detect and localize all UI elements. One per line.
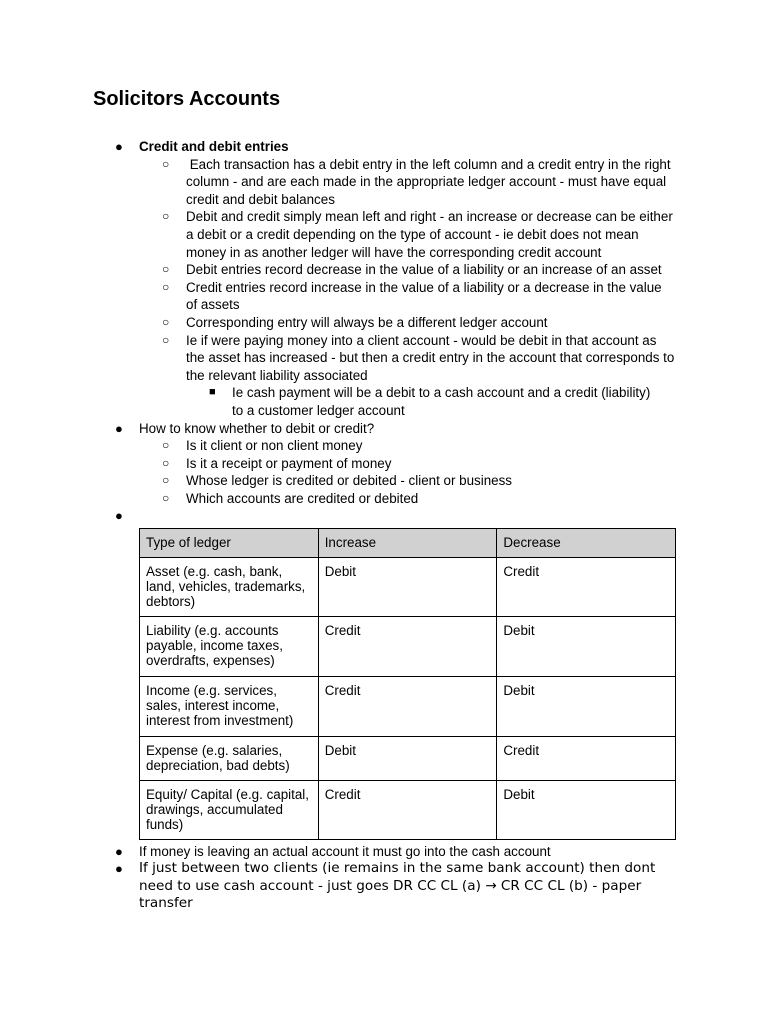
table-cell: Debit [318, 557, 497, 616]
circle-bullet-icon: ○ [162, 490, 170, 505]
table-cell: Liability (e.g. accounts payable, income taxes, overdrafts, expenses) [140, 616, 319, 676]
list-item [0, 314, 676, 332]
list-item [0, 208, 676, 261]
list-item-text: Debit entries record decrease in the value of a liability or an increase of an asset [186, 262, 662, 278]
note-text: If money is leaving an actual account it must go into the cash account [139, 843, 551, 859]
table-header-cell: Type of ledger [140, 529, 319, 557]
circle-bullet-icon: ○ [162, 209, 170, 224]
table-cell: Credit [318, 676, 497, 736]
square-bullet-icon: ■ [209, 386, 216, 399]
table-cell: Credit [497, 736, 676, 780]
list-item-text: Whose ledger is credited or debited - client or business [186, 473, 513, 489]
disc-bullet-icon: ● [115, 861, 123, 877]
list-item [0, 490, 676, 508]
list-item-text: Debit and credit simply mean left and right - an increase or decrease can be either a debit or a credit depending on the type of account - ie debit does not mean money in as another ledger will have the corresponding credit account [186, 209, 673, 260]
table-row [140, 676, 676, 736]
circle-bullet-icon: ○ [162, 455, 170, 470]
disc-bullet-icon: ● [115, 420, 123, 436]
table-header-cell: Increase [318, 529, 497, 557]
table-cell: Debit [497, 676, 676, 736]
table-row [140, 616, 676, 676]
table-cell: Credit [497, 557, 676, 616]
page-title: Solicitors Accounts [93, 88, 281, 110]
circle-bullet-icon: ○ [162, 279, 170, 294]
list-item [0, 279, 676, 314]
list-item [0, 455, 676, 473]
list-item [0, 384, 652, 419]
list-item [0, 472, 676, 490]
list-item-text: Ie cash payment will be a debit to a cash account and a credit (liability) to a customer ledger account [232, 385, 651, 418]
list-item-text: Each transaction has a debit entry in the left column and a credit entry in the right column - and are each made in the appropriate ledger account - must have equal credit and debit balances [186, 156, 675, 207]
table-cell: Credit [318, 780, 497, 839]
list-item [0, 138, 679, 156]
table-header-row [140, 529, 676, 557]
table-row [140, 736, 676, 780]
section-heading-credit-debit: Credit and debit entries [139, 139, 289, 154]
list-item [0, 332, 676, 385]
list-item [0, 507, 679, 525]
circle-bullet-icon: ○ [162, 438, 170, 453]
disc-bullet-icon: ● [115, 508, 123, 524]
table-cell: Debit [497, 616, 676, 676]
list-item-text: Is it client or non client money [186, 438, 363, 454]
table-row [140, 557, 676, 616]
circle-bullet-icon: ○ [162, 262, 170, 277]
section-heading-how-to-know: How to know whether to debit or credit? [139, 420, 375, 436]
disc-bullet-icon: ● [115, 843, 123, 859]
list-item [0, 860, 679, 913]
table-header-cell: Decrease [497, 529, 676, 557]
document-body [0, 138, 768, 913]
disc-bullet-icon: ● [115, 139, 123, 154]
table-row [140, 780, 676, 839]
list-item [0, 156, 676, 209]
list-item-text: Is it a receipt or payment of money [186, 455, 392, 471]
circle-bullet-icon: ○ [162, 314, 170, 329]
ledger-table [139, 528, 676, 839]
list-item-text: Credit entries record increase in the value of a liability or a decrease in the value of assets [186, 279, 662, 313]
list-item [0, 437, 676, 455]
circle-bullet-icon: ○ [162, 156, 170, 171]
circle-bullet-icon: ○ [162, 473, 170, 488]
table-cell: Credit [318, 616, 497, 676]
table-cell: Equity/ Capital (e.g. capital, drawings, accumulated funds) [140, 780, 319, 839]
list-item-text: Which accounts are credited or debited [186, 490, 419, 506]
table-cell: Income (e.g. services, sales, interest income, interest from investment) [140, 676, 319, 736]
circle-bullet-icon: ○ [162, 332, 170, 347]
list-item [0, 261, 676, 279]
list-item [0, 843, 679, 861]
list-item [0, 420, 679, 438]
list-item-text: Corresponding entry will always be a different ledger account [186, 314, 548, 330]
table-cell: Expense (e.g. salaries, depreciation, bad debts) [140, 736, 319, 780]
table-cell: Debit [318, 736, 497, 780]
table-cell: Debit [497, 780, 676, 839]
list-item-text: Ie if were paying money into a client account - would be debit in that account as the asset has increased - but then a credit entry in the account that corresponds to the relevant liability associated [186, 332, 675, 383]
table-cell: Asset (e.g. cash, bank, land, vehicles, trademarks, debtors) [140, 557, 319, 616]
note-text: If just between two clients (ie remains in the same bank account) then dont need to use cash account - just goes DR CC CL (a) → CR CC CL (b) - paper transfer [139, 860, 656, 912]
